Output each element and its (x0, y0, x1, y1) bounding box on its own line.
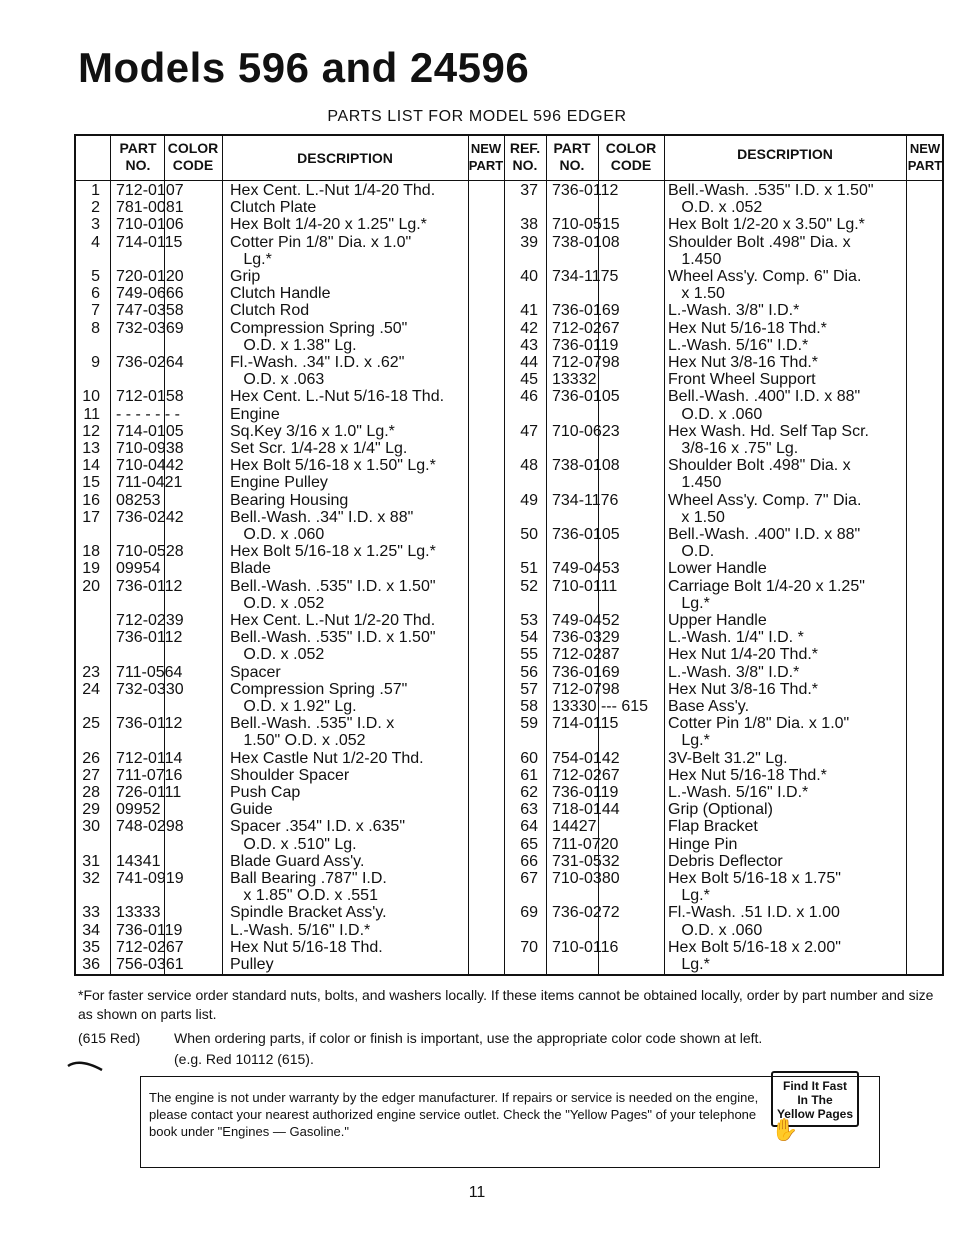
part-number: 14341 (116, 852, 161, 870)
part-description: O.D. x .060 (668, 405, 763, 423)
ref-number: 7 (91, 302, 100, 320)
part-description: L.-Wash. 5/16" I.D.* (668, 784, 809, 801)
ref-number: 70 (520, 938, 538, 956)
ref-number: 34 (82, 921, 100, 939)
header-part-no: PART NO. (553, 140, 591, 173)
part-description: x 1.50 (668, 285, 725, 303)
ref-number: 16 (82, 491, 100, 509)
col-divider (664, 136, 665, 974)
ref-number: 30 (82, 818, 100, 836)
part-description: Shoulder Bolt .498" Dia. x (668, 233, 851, 251)
part-description: Lg.* (668, 887, 710, 905)
ref-number: 63 (520, 801, 538, 819)
part-description: Fl.-Wash. .34" I.D. x .62" (230, 354, 405, 371)
ref-number: 56 (520, 663, 538, 681)
part-description: Hinge Pin (668, 835, 738, 853)
part-description: Sq.Key 3/16 x 1.0" Lg.* (230, 422, 395, 440)
part-number: 712-0798 (552, 680, 620, 698)
part-description: 3/8-16 x .75" Lg. (668, 440, 799, 457)
part-description: O.D. x .060 (668, 921, 763, 939)
walking-fingers-icon: ✋ (771, 1117, 799, 1142)
part-description: x 1.85" O.D. x .551 (230, 887, 378, 905)
col-divider (222, 136, 223, 974)
ref-number: 61 (520, 766, 538, 784)
ref-number: 51 (520, 560, 538, 578)
ref-number: 43 (520, 336, 538, 354)
ref-number: 1 (91, 182, 100, 199)
part-number: 09952 (116, 801, 161, 819)
yellow-pages-line3: Yellow Pages (776, 1107, 854, 1121)
parts-list-subtitle: PARTS LIST FOR MODEL 596 EDGER (327, 108, 627, 125)
part-number: 781-0081 (116, 199, 184, 217)
ref-number: 62 (520, 784, 538, 801)
part-number: 749-0453 (552, 560, 620, 578)
ref-number: 13 (82, 440, 100, 457)
ref-number: 50 (520, 526, 538, 543)
part-number: 710-0623 (552, 422, 620, 440)
page-title: Models 596 and 24596 (78, 44, 530, 91)
col-divider (906, 136, 907, 974)
ref-number: 58 (520, 698, 538, 715)
ref-number: 41 (520, 302, 538, 320)
part-description: O.D. x 1.38" Lg. (230, 336, 357, 354)
part-description: Ball Bearing .787" I.D. (230, 870, 387, 887)
part-description: Bell.-Wash. .400" I.D. x 88" (668, 526, 861, 543)
part-description: Blade (230, 560, 271, 578)
ref-number: 28 (82, 784, 100, 801)
ref-number: 19 (82, 560, 100, 578)
part-description: Grip (Optional) (668, 801, 773, 819)
part-description: Spacer .354" I.D. x .635" (230, 818, 406, 836)
ref-number: 31 (82, 852, 100, 870)
part-number: 736-0112 (116, 715, 183, 733)
ref-number: 37 (520, 182, 538, 199)
part-description: Hex Nut 3/8-16 Thd.* (668, 680, 819, 698)
color-code-example: (e.g. Red 10112 (615). (174, 1051, 314, 1067)
part-number: 747-0358 (116, 302, 184, 320)
part-description: Clutch Handle (230, 285, 331, 303)
part-number: 711-0720 (552, 835, 619, 853)
ref-number: 4 (91, 233, 100, 251)
ref-number: 17 (82, 508, 100, 526)
header-part-no: PART NO. (119, 140, 157, 173)
ref-number: 18 (82, 543, 100, 561)
part-description: Hex Cent. L.-Nut 1/2-20 Thd. (230, 612, 436, 629)
ref-number: 6 (91, 285, 100, 303)
part-number: 711-0716 (116, 766, 183, 784)
part-description: Hex Nut 5/16-18 Thd.* (668, 766, 827, 784)
part-description: L.-Wash. 1/4" I.D. * (668, 629, 804, 647)
part-description: Compression Spring .50" (230, 319, 408, 337)
part-description: Hex Cent. L.-Nut 5/16-18 Thd. (230, 388, 445, 406)
part-description: Lg.* (668, 594, 710, 612)
part-description: Bell.-Wash. .535" I.D. x 1.50" (668, 182, 874, 199)
ref-number: 59 (520, 715, 538, 733)
part-number: 710-0515 (552, 216, 620, 234)
ref-number: 52 (520, 577, 538, 595)
part-description: L.-Wash. 3/8" I.D.* (668, 302, 800, 320)
ref-number: 2 (91, 199, 100, 217)
part-number: 726-0111 (116, 784, 182, 801)
part-description: Bell.-Wash. .535" I.D. x 1.50" (230, 629, 436, 647)
part-number: 749-0666 (116, 285, 184, 303)
part-number: 710-0938 (116, 440, 184, 457)
yellow-pages-line1: Find It Fast (783, 1079, 847, 1093)
yellow-pages-line2: In The (797, 1093, 833, 1107)
part-number: 741-0919 (116, 870, 184, 887)
header-new-part: NEW PART (907, 141, 943, 173)
ref-number: 8 (91, 319, 100, 337)
part-number: 711-0564 (116, 663, 183, 681)
part-number: 732-0330 (116, 680, 184, 698)
part-description: Hex Bolt 5/16-18 x 1.50" Lg.* (230, 457, 436, 475)
part-number: 712-0158 (116, 388, 184, 406)
part-description: Grip (230, 268, 261, 285)
footnote-local-order: *For faster service order standard nuts, bolts, and washers locally. If these items cannot be obtained locally, order by part number and size as shown on parts list. (78, 987, 934, 1022)
part-description: L.-Wash. 3/8" I.D.* (668, 663, 800, 681)
header-new-part: NEW PART (468, 141, 504, 173)
ref-number: 20 (82, 577, 100, 595)
part-description: Front Wheel Support (668, 371, 816, 389)
part-number: 712-0267 (552, 766, 620, 784)
part-description: Hex Bolt 5/16-18 x 1.75" (668, 870, 841, 887)
part-number: - - - - - - - (116, 405, 180, 423)
col-divider (468, 136, 469, 974)
col-divider (546, 136, 547, 974)
color-code-note: When ordering parts, if color or finish is important, use the appropriate color code shown at left. (174, 1030, 763, 1046)
part-number: 734-1176 (552, 491, 619, 509)
part-description: Cotter Pin 1/8" Dia. x 1.0" (230, 233, 412, 251)
ref-number: 44 (520, 354, 538, 371)
part-number: 712-0267 (116, 938, 184, 956)
part-number: 731-0532 (552, 852, 620, 870)
part-number: 738-0108 (552, 457, 620, 475)
part-number: 736-0242 (116, 508, 184, 526)
part-number: 736-0112 (116, 577, 183, 595)
part-description: Hex Nut 5/16-18 Thd. (230, 938, 383, 956)
ref-number: 46 (520, 388, 538, 406)
part-number: 748-0298 (116, 818, 184, 836)
part-description: O.D. x .052 (230, 646, 325, 664)
part-number: 734-1175 (552, 268, 619, 285)
part-description: L.-Wash. 5/16" I.D.* (230, 921, 371, 939)
ref-number: 55 (520, 646, 538, 664)
part-description: Hex Castle Nut 1/2-20 Thd. (230, 749, 424, 767)
ref-number: 67 (520, 870, 538, 887)
part-number: 736-0119 (552, 784, 619, 801)
header-color-code: COLOR CODE (167, 140, 219, 173)
ref-number: 9 (91, 354, 100, 371)
part-number: 14427 (552, 818, 597, 836)
part-number: 738-0108 (552, 233, 620, 251)
engine-warranty-box (140, 1076, 880, 1168)
part-description: 1.450 (668, 250, 722, 268)
part-description: Compression Spring .57" (230, 680, 408, 698)
color-code-label: (615 Red) (78, 1030, 141, 1046)
part-description: Bell.-Wash. .34" I.D. x 88" (230, 508, 414, 526)
ref-number: 53 (520, 612, 538, 629)
part-number: 13332 (552, 371, 597, 389)
header-description: DESCRIPTION (297, 150, 393, 166)
part-number: 712-0114 (116, 749, 183, 767)
part-description: Engine Pulley (230, 474, 328, 492)
ref-number: 35 (82, 938, 100, 956)
part-description: Hex Wash. Hd. Self Tap Scr. (668, 422, 869, 440)
ref-number: 5 (91, 268, 100, 285)
ref-number: 38 (520, 216, 538, 234)
part-number: 736-0119 (116, 921, 183, 939)
col-divider (110, 136, 111, 974)
part-number: 754-0142 (552, 749, 620, 767)
part-description: Upper Handle (668, 612, 767, 629)
part-description: Pulley (230, 956, 274, 973)
part-description: Lg.* (668, 956, 710, 973)
part-description: Hex Bolt 5/16-18 x 1.25" Lg.* (230, 543, 436, 561)
ref-number: 23 (82, 663, 100, 681)
ref-number: 15 (82, 474, 100, 492)
part-description: Cotter Pin 1/8" Dia. x 1.0" (668, 715, 850, 733)
part-number: 712-0798 (552, 354, 620, 371)
part-number: 711-0421 (116, 474, 183, 492)
part-description: Wheel Ass'y. Comp. 6" Dia. (668, 268, 862, 285)
yellow-pages-logo (771, 1071, 863, 1149)
part-description: O.D. x 1.92" Lg. (230, 698, 357, 715)
ref-number: 39 (520, 233, 538, 251)
part-description: Blade Guard Ass'y. (230, 852, 365, 870)
part-description: Hex Bolt 1/4-20 x 1.25" Lg.* (230, 216, 427, 234)
ref-number: 14 (82, 457, 100, 475)
part-number: 756-0361 (116, 956, 184, 973)
part-description: Hex Nut 5/16-18 Thd.* (668, 319, 827, 337)
part-description: O.D. (668, 543, 715, 561)
ref-number: 45 (520, 371, 538, 389)
ref-number: 40 (520, 268, 538, 285)
part-number: 749-0452 (552, 612, 620, 629)
part-description: Bell.-Wash. .535" I.D. x 1.50" (230, 577, 436, 595)
part-description: O.D. x .052 (668, 199, 763, 217)
part-number: 710-0528 (116, 543, 184, 561)
part-description: O.D. x .510" Lg. (230, 835, 357, 853)
part-description: Bell.-Wash. .535" I.D. x (230, 715, 395, 733)
part-number: 720-0120 (116, 268, 184, 285)
part-description: Push Cap (230, 784, 301, 801)
part-description: Shoulder Bolt .498" Dia. x (668, 457, 851, 475)
part-description: Hex Nut 3/8-16 Thd.* (668, 354, 819, 371)
part-number: 712-0267 (552, 319, 620, 337)
scan-mark-icon (66, 1056, 106, 1074)
header-color-code: COLOR CODE (605, 140, 657, 173)
engine-warranty-text: The engine is not under warranty by the edger manufacturer. If repairs or service is needed on the engine, please contact your nearest authorized engine service outlet. Check the "Yellow Pages" of your telephone book under "Engines — Gasoline." (149, 1090, 759, 1139)
part-number: 736-0105 (552, 526, 620, 543)
header-divider (76, 180, 942, 181)
part-number: 714-0115 (552, 715, 619, 733)
part-description: L.-Wash. 5/16" I.D.* (668, 336, 809, 354)
part-description: Guide (230, 801, 273, 819)
parts-table (74, 134, 944, 976)
part-description: Hex Bolt 1/2-20 x 3.50" Lg.* (668, 216, 865, 234)
part-number: 710-0111 (552, 577, 618, 595)
ref-number: 57 (520, 680, 538, 698)
part-number: 09954 (116, 560, 161, 578)
ref-number: 47 (520, 422, 538, 440)
ref-number: 42 (520, 319, 538, 337)
part-description: Bearing Housing (230, 491, 349, 509)
ref-number: 3 (91, 216, 100, 234)
part-number: 714-0115 (116, 233, 183, 251)
ref-number: 24 (82, 680, 100, 698)
ref-number: 11 (83, 405, 100, 423)
part-description: Flap Bracket (668, 818, 758, 836)
ref-number: 64 (520, 818, 538, 836)
part-description: Spacer (230, 663, 281, 681)
part-number: 736-0169 (552, 302, 620, 320)
part-number: 712-0287 (552, 646, 620, 664)
ref-number: 49 (520, 491, 538, 509)
part-number: 736-0272 (552, 904, 620, 922)
ref-number: 10 (82, 388, 100, 406)
part-description: 1.450 (668, 474, 722, 492)
part-number: 13330 --- 615 (552, 698, 649, 715)
ref-number: 25 (82, 715, 100, 733)
ref-number: 32 (82, 870, 100, 887)
ref-number: 12 (82, 422, 100, 440)
part-number: 710-0106 (116, 216, 184, 234)
part-number: 13333 (116, 904, 161, 922)
ref-number: 54 (520, 629, 538, 647)
part-description: Lower Handle (668, 560, 767, 578)
ref-number: 36 (82, 956, 100, 973)
part-description: Clutch Plate (230, 199, 317, 217)
part-number: 712-0107 (116, 182, 184, 199)
part-number: 736-0169 (552, 663, 620, 681)
part-description: Wheel Ass'y. Comp. 7" Dia. (668, 491, 862, 509)
part-description: Debris Deflector (668, 852, 783, 870)
header-ref-no: REF. NO. (509, 140, 541, 173)
part-description: 1.50" O.D. x .052 (230, 732, 366, 750)
part-number: 736-0112 (552, 182, 619, 199)
part-description: Engine (230, 405, 280, 423)
part-number: 710-0442 (116, 457, 184, 475)
part-description: Lg.* (230, 250, 272, 268)
part-description: Hex Nut 1/4-20 Thd.* (668, 646, 819, 664)
part-description: Clutch Rod (230, 302, 310, 320)
part-description: Carriage Bolt 1/4-20 x 1.25" (668, 577, 865, 595)
part-number: 736-0112 (116, 629, 183, 647)
part-description: Shoulder Spacer (230, 766, 350, 784)
part-description: Base Ass'y. (668, 698, 750, 715)
part-number: 712-0239 (116, 612, 184, 629)
part-number: 736-0329 (552, 629, 620, 647)
part-number: 736-0264 (116, 354, 184, 371)
ref-number: 69 (520, 904, 538, 922)
part-description: O.D. x .060 (230, 526, 325, 543)
part-description: Fl.-Wash. .51 I.D. x 1.00 (668, 904, 840, 922)
part-number: 736-0105 (552, 388, 620, 406)
part-description: 3V-Belt 31.2" Lg. (668, 749, 788, 767)
part-description: Lg.* (668, 732, 710, 750)
part-description: Set Scr. 1/4-28 x 1/4" Lg. (230, 440, 408, 457)
part-description: Bell.-Wash. .400" I.D. x 88" (668, 388, 861, 406)
header-description: DESCRIPTION (737, 146, 833, 162)
page-number: 11 (468, 1184, 486, 1201)
ref-number: 27 (82, 766, 100, 784)
ref-number: 66 (520, 852, 538, 870)
part-description: Hex Cent. L.-Nut 1/4-20 Thd. (230, 182, 436, 199)
ref-number: 29 (82, 801, 100, 819)
ref-number: 33 (82, 904, 100, 922)
part-number: 718-0144 (552, 801, 620, 819)
part-number: 710-0380 (552, 870, 620, 887)
part-number: 736-0119 (552, 336, 619, 354)
part-number: 714-0105 (116, 422, 184, 440)
ref-number: 60 (520, 749, 538, 767)
part-number: 732-0369 (116, 319, 184, 337)
ref-number: 48 (520, 457, 538, 475)
part-number: 08253 (116, 491, 161, 509)
part-description: x 1.50 (668, 508, 725, 526)
part-description: Hex Bolt 5/16-18 x 2.00" (668, 938, 841, 956)
ref-number: 65 (520, 835, 538, 853)
part-description: O.D. x .052 (230, 594, 325, 612)
ref-number: 26 (82, 749, 100, 767)
part-description: Spindle Bracket Ass'y. (230, 904, 387, 922)
part-description: O.D. x .063 (230, 371, 325, 389)
part-number: 710-0116 (552, 938, 619, 956)
